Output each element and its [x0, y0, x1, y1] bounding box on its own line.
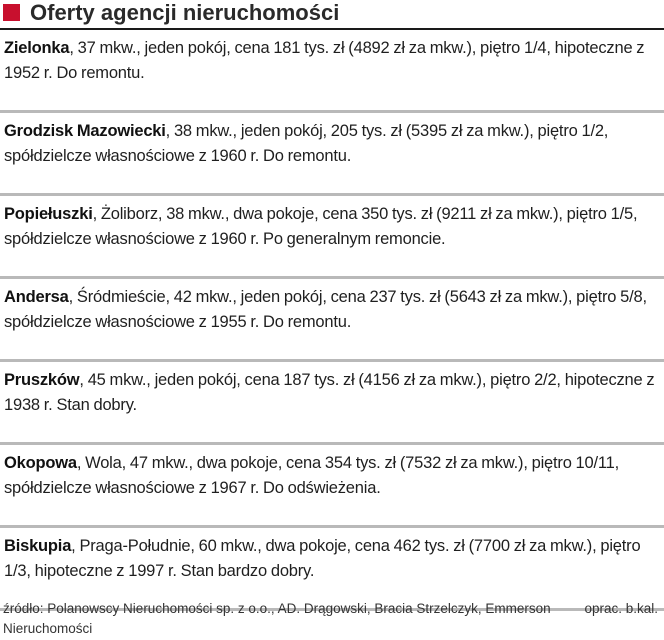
- listing-street: Popiełuszki: [4, 205, 93, 223]
- listing-details: , Wola, 47 mkw., dwa pokoje, cena 354 tys. zł (7532 zł za mkw.), piętro 10/11, spółdzielcze własnościowe z 1967 r. Do odświeżenia.: [4, 454, 620, 497]
- listing-text: [4, 285, 660, 335]
- listing-item: [0, 30, 664, 113]
- listing-text: [4, 202, 660, 252]
- listing-item: [0, 113, 664, 196]
- listing-details: , 38 mkw., jeden pokój, 205 tys. zł (5395 zł za mkw.), piętro 1/2, spółdzielcze własnościowe z 1960 r. Do remontu.: [4, 122, 609, 165]
- listing-details: , Śródmieście, 42 mkw., jeden pokój, cena 237 tys. zł (5643 zł za mkw.), piętro 5/8, spółdzielcze własnościowe z 1955 r. Do remontu.: [4, 288, 647, 331]
- listing-street: Grodzisk Mazowiecki: [4, 122, 166, 140]
- listing-street: Biskupia: [4, 537, 72, 555]
- listing-text: [4, 534, 660, 584]
- listing-text: [4, 119, 660, 169]
- listing-text: [4, 451, 660, 501]
- listing-text: [4, 36, 660, 86]
- footer: [0, 596, 664, 640]
- listing-item: [0, 279, 664, 362]
- listing-item: [0, 445, 664, 528]
- header: [0, 0, 664, 30]
- listing-details: , Praga-Południe, 60 mkw., dwa pokoje, cena 462 tys. zł (7700 zł za mkw.), piętro 1/3, hipoteczne z 1997 r. Stan bardzo dobry.: [4, 537, 641, 580]
- listing-details: , Żoliborz, 38 mkw., dwa pokoje, cena 350 tys. zł (9211 zł za mkw.), piętro 1/5, spółdzielcze własnościowe z 1960 r. Po generalnym remoncie.: [4, 205, 638, 248]
- listing-street: Okopowa: [4, 454, 77, 472]
- listing-street: Pruszków: [4, 371, 80, 389]
- red-square-icon: [3, 4, 20, 21]
- listing-item: [0, 196, 664, 279]
- listing-street: Andersa: [4, 288, 69, 306]
- listing-item: [0, 362, 664, 445]
- listing-details: , 37 mkw., jeden pokój, cena 181 tys. zł (4892 zł za mkw.), piętro 1/4, hipoteczne z 1952 r. Do remontu.: [4, 39, 645, 82]
- listings-list: [0, 30, 664, 611]
- listing-details: , 45 mkw., jeden pokój, cena 187 tys. zł (4156 zł za mkw.), piętro 2/2, hipoteczne z 1938 r. Stan dobry.: [4, 371, 655, 414]
- source-note: źródło: Polanowscy Nieruchomości sp. z o.o., AD. Drągowski, Bracia Strzelczyk, Emmerson Nieruchomości: [3, 601, 551, 636]
- listing-text: [4, 368, 660, 418]
- author-credit: oprac. b.kal.: [584, 601, 658, 616]
- listing-street: Zielonka: [4, 39, 70, 57]
- page-title: Oferty agencji nieruchomości: [30, 0, 340, 25]
